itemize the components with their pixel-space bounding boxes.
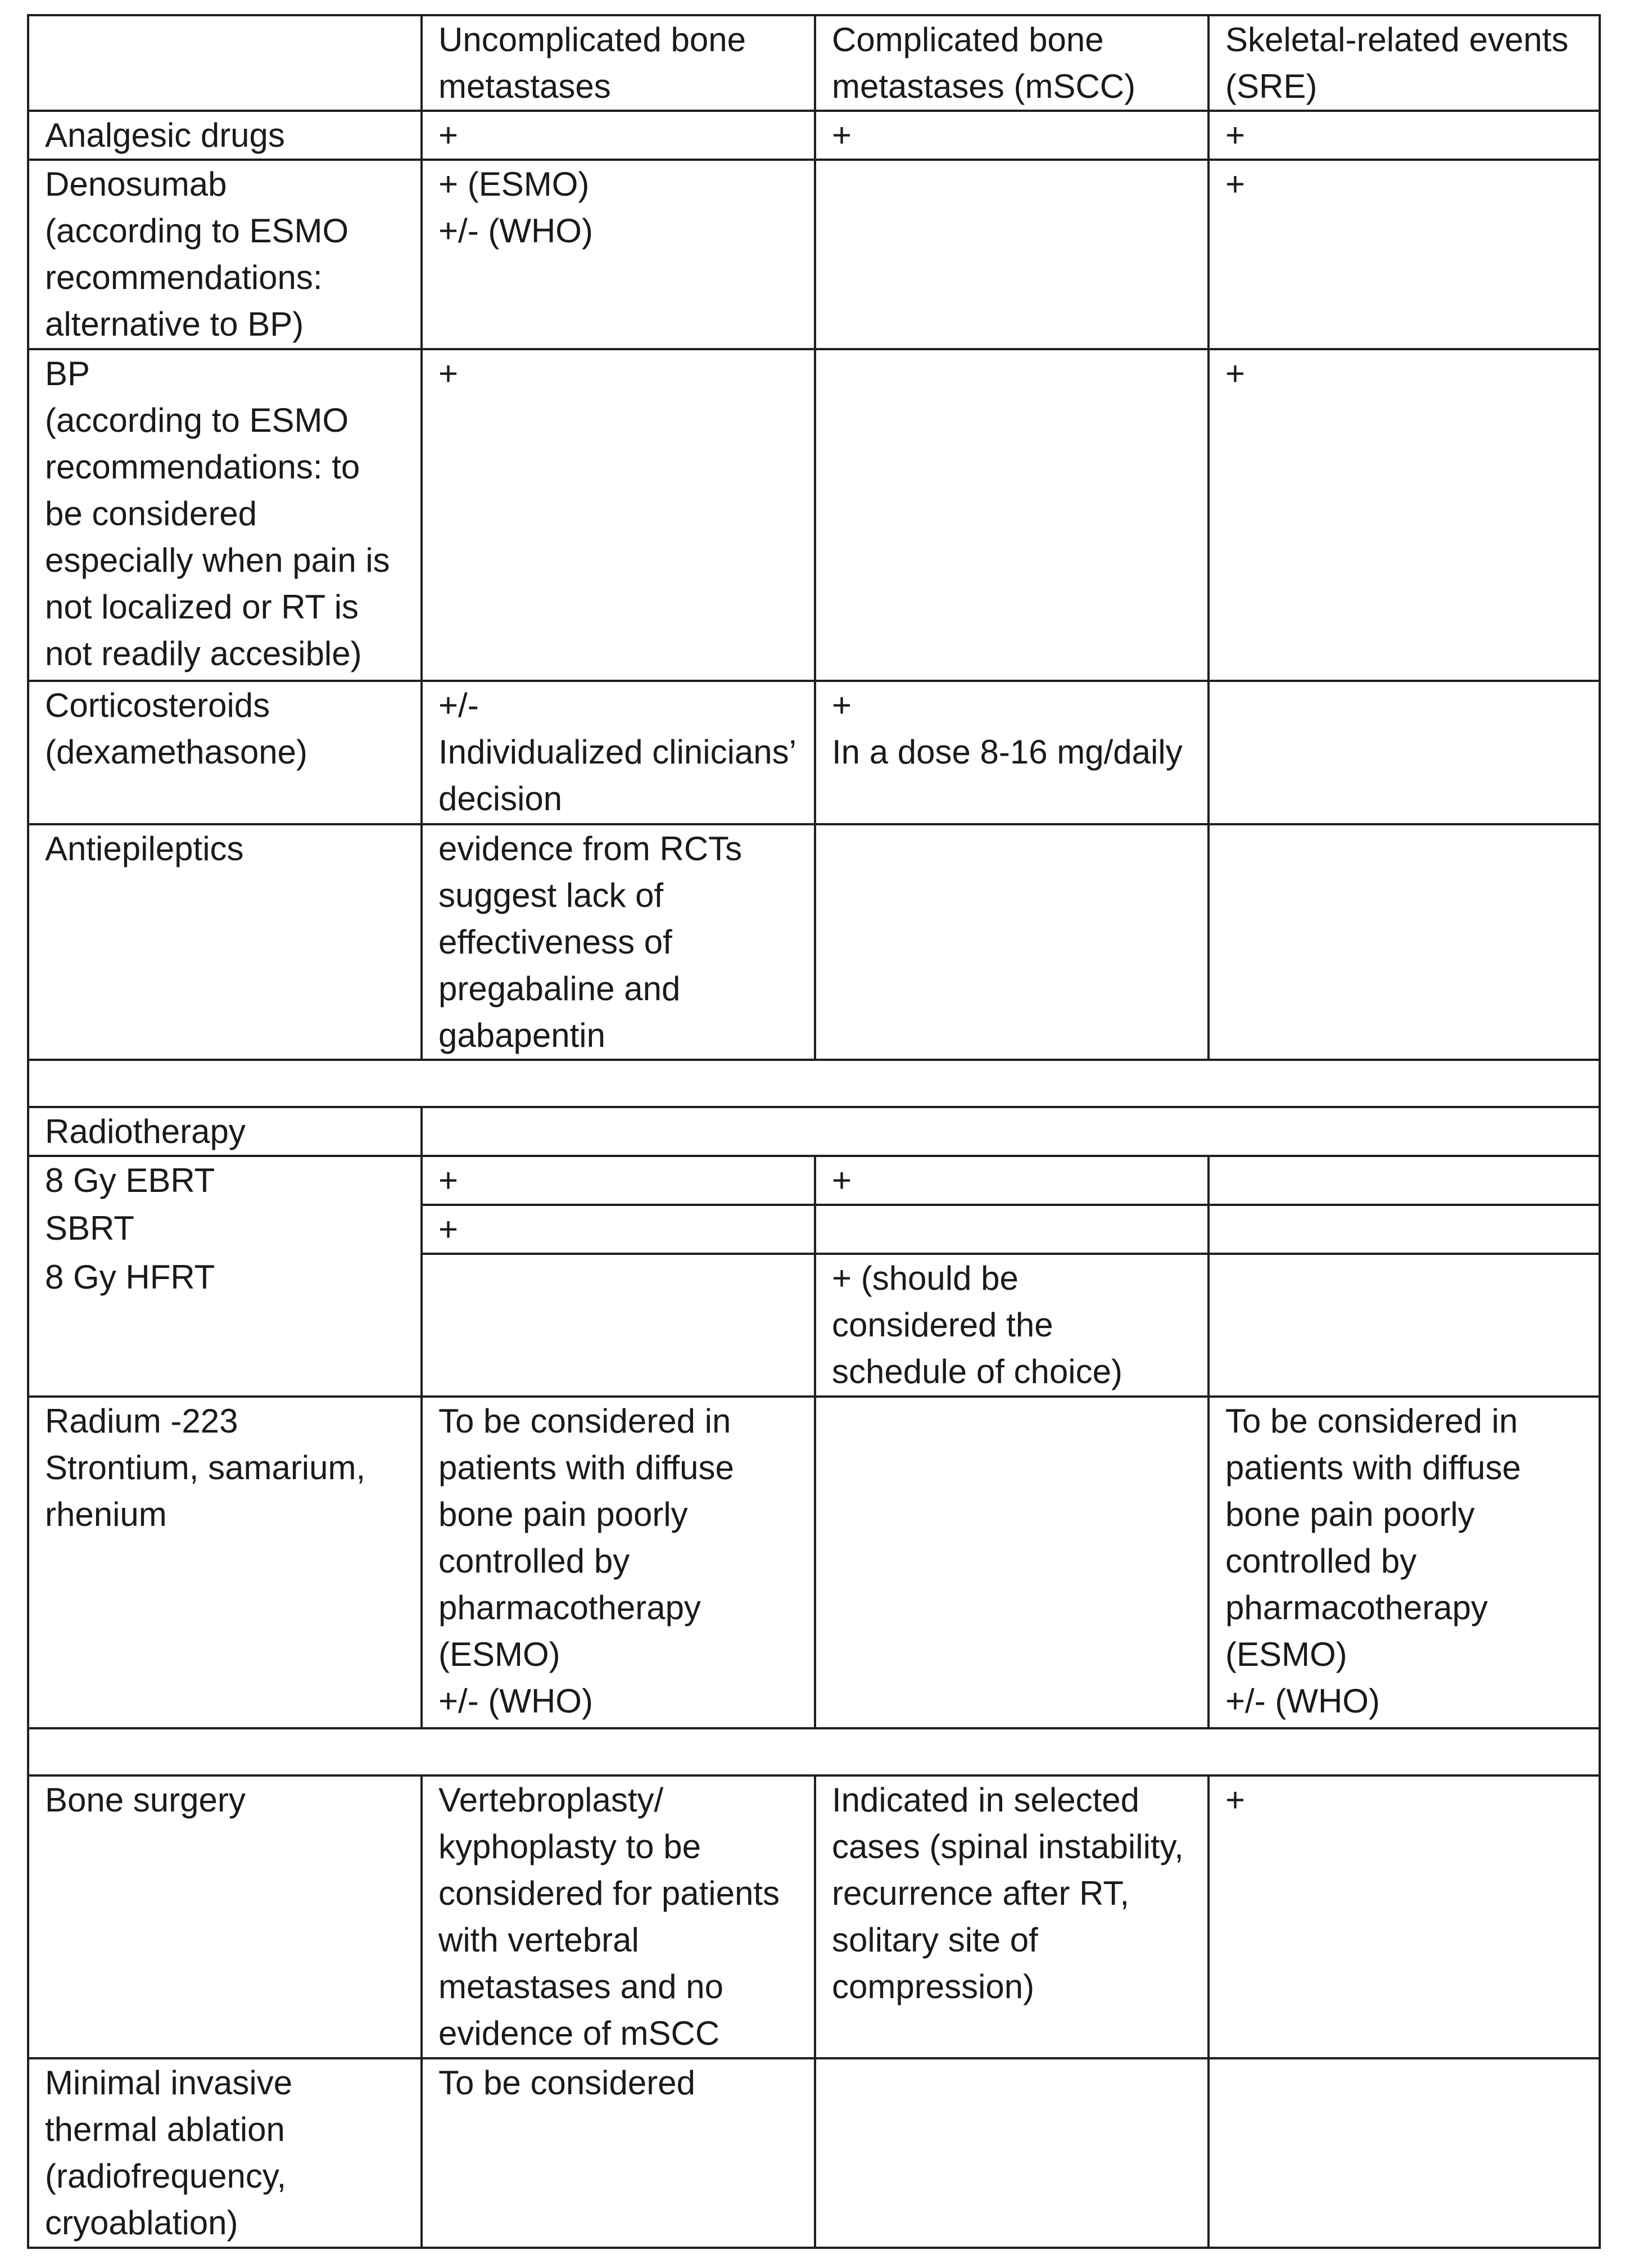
cell-complicated: + In a dose 8-16 mg/daily: [815, 681, 1208, 824]
cell-uncomplicated: + (ESMO) +/- (WHO): [422, 160, 815, 349]
cell-complicated: [815, 160, 1208, 349]
header-complicated: Complicated bone metastases (mSCC): [815, 15, 1208, 111]
cell-complicated: [815, 349, 1208, 681]
cell-empty-span: [422, 1107, 1600, 1156]
spacer-row: [28, 1060, 1600, 1107]
row-label: Corticosteroids (dexamethasone): [28, 681, 422, 824]
row-label: Analgesic drugs: [28, 111, 422, 160]
cell-complicated: [815, 1205, 1208, 1254]
cell-sre: [1208, 1254, 1600, 1397]
cell-complicated: [815, 2058, 1208, 2248]
row-corticosteroids: [28, 681, 1600, 824]
row-denosumab: [28, 160, 1600, 349]
row-sbrt: [28, 1205, 1600, 1254]
cell-sre: +: [1208, 349, 1600, 681]
cell-complicated: Indicated in selected cases (spinal instability, recurrence after RT, solitary site of compression): [815, 1775, 1208, 2058]
row-label: Bone surgery: [28, 1775, 422, 2058]
cell-sre: +: [1208, 1775, 1600, 2058]
cell-uncomplicated: +: [422, 1156, 815, 1205]
row-label: Radiotherapy: [28, 1107, 422, 1156]
row-radiotherapy: [28, 1107, 1600, 1156]
cell-uncomplicated: +: [422, 349, 815, 681]
cell-complicated: [815, 1397, 1208, 1728]
cell-uncomplicated: To be considered in patients with diffuse bone pain poorly controlled by pharmacotherapy (ESMO) +/- (WHO): [422, 1397, 815, 1728]
row-antiepileptics: [28, 824, 1600, 1060]
cell-complicated: [815, 824, 1208, 1060]
header-row: [28, 15, 1600, 111]
cell-sre: [1208, 681, 1600, 824]
cell-complicated: + (should be considered the schedule of choice): [815, 1254, 1208, 1397]
row-ebrt: [28, 1156, 1600, 1205]
cell-complicated: +: [815, 1156, 1208, 1205]
spacer-row: [28, 1728, 1600, 1775]
row-radium: [28, 1397, 1600, 1728]
cell-uncomplicated: +: [422, 111, 815, 160]
header-sre: Skeletal-related events (SRE): [1208, 15, 1600, 111]
cell-sre: To be considered in patients with diffuse bone pain poorly controlled by pharmacotherapy (ESMO) +/- (WHO): [1208, 1397, 1600, 1728]
row-bp: [28, 349, 1600, 681]
row-label: 8 Gy EBRT: [28, 1156, 422, 1205]
cell-uncomplicated: Vertebroplasty/ kyphoplasty to be considered for patients with vertebral metastases and no evidence of mSCC: [422, 1775, 815, 2058]
cell-sre: +: [1208, 111, 1600, 160]
row-label: BP (according to ESMO recommendations: to be considered especially when pain is not localized or RT is not readily accesible): [28, 349, 422, 681]
cell-sre: +: [1208, 160, 1600, 349]
cell-uncomplicated: +/- Individualized clinicians’ decision: [422, 681, 815, 824]
cell-uncomplicated: evidence from RCTs suggest lack of effectiveness of pregabaline and gabapentin: [422, 824, 815, 1060]
row-label: 8 Gy HFRT: [28, 1254, 422, 1397]
row-label: SBRT: [28, 1205, 422, 1254]
row-label: Denosumab (according to ESMO recommendations: alternative to BP): [28, 160, 422, 349]
row-analgesic: [28, 111, 1600, 160]
cell-uncomplicated: +: [422, 1205, 815, 1254]
cell-uncomplicated: To be considered: [422, 2058, 815, 2248]
row-label: Radium -223 Strontium, samarium, rhenium: [28, 1397, 422, 1728]
header-uncomplicated: Uncomplicated bone metastases: [422, 15, 815, 111]
row-label: Minimal invasive thermal ablation (radiofrequency, cryoablation): [28, 2058, 422, 2248]
spacer-cell: [28, 1728, 1600, 1775]
row-ablation: [28, 2058, 1600, 2248]
cell-complicated: +: [815, 111, 1208, 160]
cell-sre: [1208, 2058, 1600, 2248]
cell-sre: [1208, 1205, 1600, 1254]
row-surgery: [28, 1775, 1600, 2058]
cell-sre: [1208, 1156, 1600, 1205]
cell-sre: [1208, 824, 1600, 1060]
cell-uncomplicated: [422, 1254, 815, 1397]
row-hfrt: [28, 1254, 1600, 1397]
header-cell-empty: [28, 15, 422, 111]
spacer-cell: [28, 1060, 1600, 1107]
row-label: Antiepileptics: [28, 824, 422, 1060]
therapy-table: [27, 14, 1601, 2249]
